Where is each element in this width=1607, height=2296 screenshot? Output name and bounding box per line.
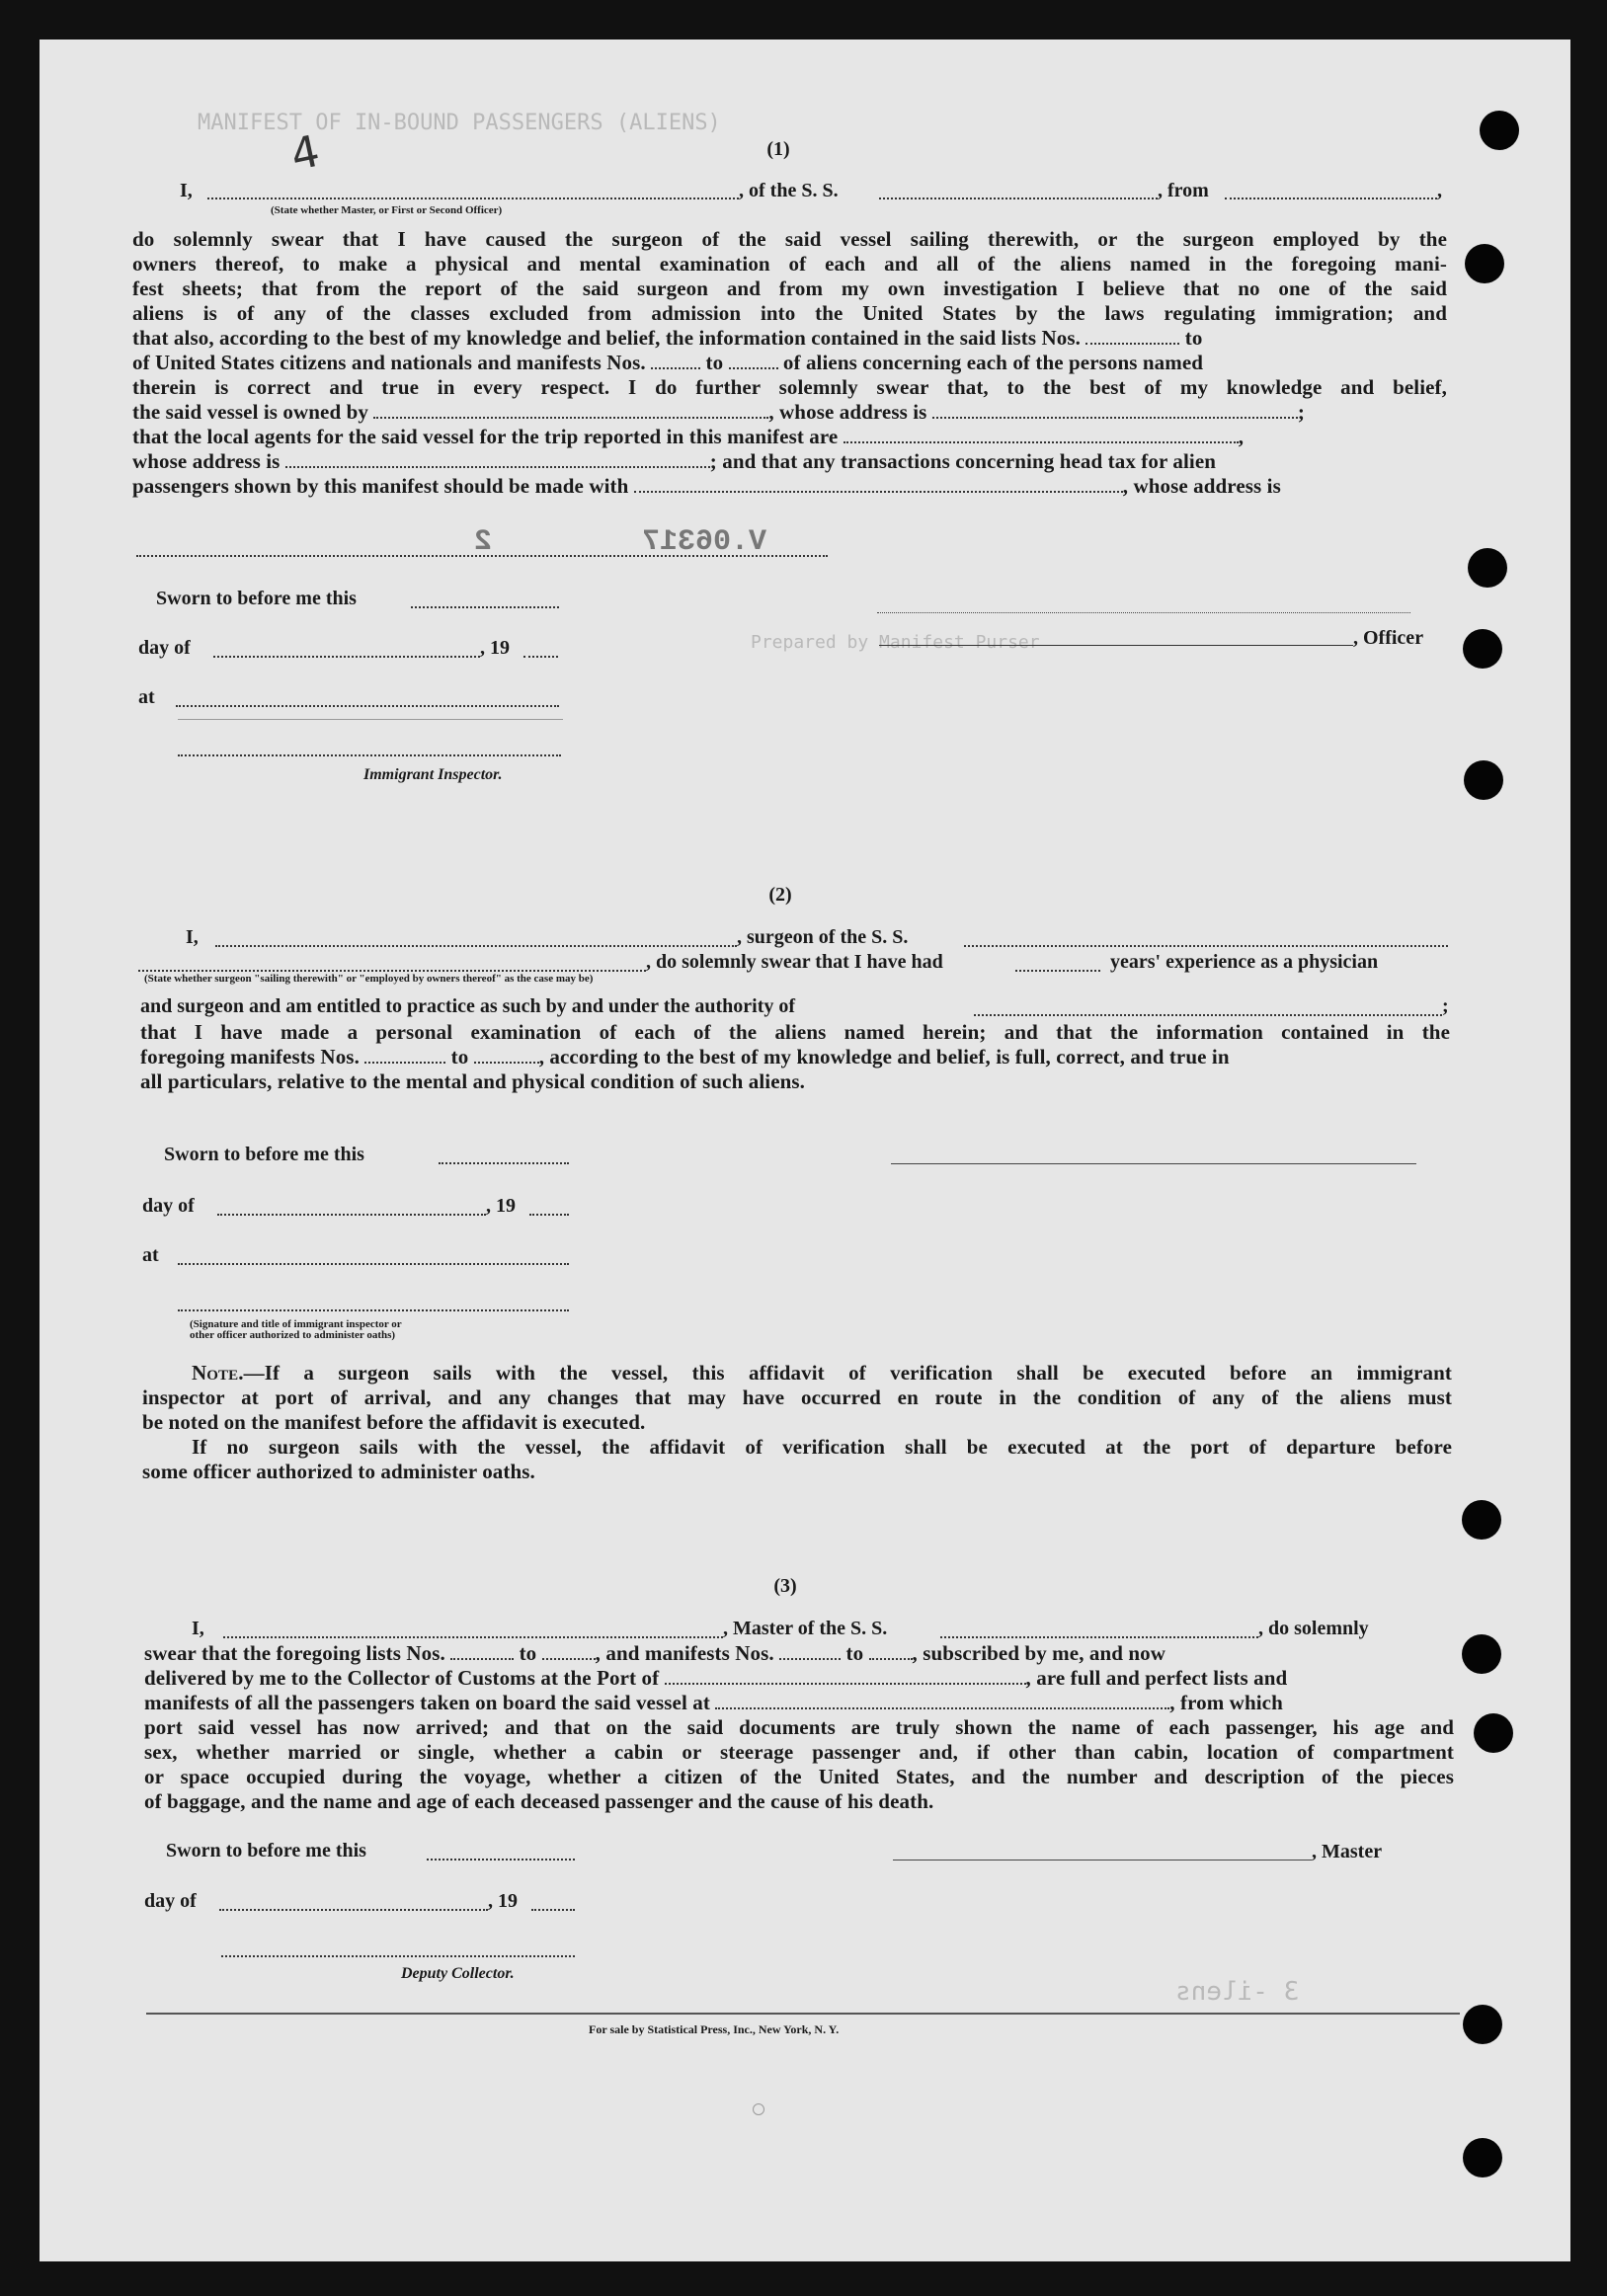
s2-vessel-field[interactable] [964, 945, 1448, 947]
s2-note-line: some officer authorized to administer oaths. [142, 1460, 535, 1483]
s1-at-field[interactable] [176, 705, 559, 707]
s1-para-line: of United States citizens and nationals and manifests Nos. [132, 351, 646, 374]
s2-day-field[interactable] [217, 1214, 486, 1216]
handwritten-mark: 4 [286, 125, 324, 182]
s3-collector-line[interactable] [221, 1955, 575, 1957]
s1-from-label: , from [1158, 180, 1209, 201]
s1-passengers-line [132, 474, 1447, 499]
s3-delivered-line [144, 1666, 1454, 1691]
s2-signature-line[interactable] [891, 1163, 1416, 1164]
s1-agents-line: that the local agents for the said vessel for the trip reported in this manifest are , [132, 425, 1245, 448]
s2-note-line: If no surgeon sails with the vessel, the affidavit of verification shall be executed at the port of departure before [192, 1435, 1452, 1459]
s1-sworn-label: Sworn to before me this [156, 588, 357, 609]
s1-inspector-label: Immigrant Inspector. [363, 766, 503, 783]
footer-printer: For sale by Statistical Press, Inc., New York, N. Y. [589, 2022, 840, 2036]
s3-to-label: to [845, 1641, 864, 1665]
s2-sworn-label: Sworn to before me this [164, 1144, 364, 1165]
s3-lists-from-field[interactable] [450, 1644, 514, 1660]
s1-caption: (State whether Master, or First or Second Officer) [271, 204, 503, 216]
s1-to-label: to [1184, 326, 1203, 350]
s2-year-field[interactable] [529, 1214, 569, 1216]
reverse-stamp-number: V.06317 [642, 525, 767, 559]
s3-master-of-label: , Master of the S. S. [723, 1618, 888, 1639]
bleed-through-purser: Prepared by Manifest Purser [751, 632, 1040, 653]
s2-sworn-field[interactable] [439, 1162, 569, 1164]
s3-manifests-all-label: manifests of all the passengers taken on board the said vessel at [144, 1691, 710, 1714]
s1-para-line: therein is correct and true in every respect. I do further solemnly swear that, to the best of my knowledge and belief, [132, 375, 1447, 399]
s1-manifests-to-field[interactable] [729, 354, 778, 369]
s1-day-field[interactable] [213, 656, 480, 658]
s2-solemnly-label: , do solemnly swear that I have had [646, 951, 943, 973]
s1-to-label: to [705, 351, 724, 374]
s1-whose-line [132, 449, 1447, 474]
s1-year-label: , 19 [480, 637, 510, 659]
s1-year-field[interactable] [523, 656, 558, 658]
s1-para-line-manifests [132, 351, 1447, 375]
s3-year-field[interactable] [531, 1909, 575, 1911]
footer-rule [146, 2013, 1460, 2015]
s1-officer-label: , Officer [1353, 627, 1424, 649]
s1-lists-from-field[interactable] [1085, 329, 1179, 345]
s3-manifests-to-field[interactable] [869, 1644, 913, 1660]
s1-faint-line [178, 719, 563, 720]
s2-years-field[interactable] [1015, 970, 1100, 972]
punch-hole [1474, 1713, 1513, 1753]
s2-manifests-to-field[interactable] [474, 1048, 539, 1064]
s1-sworn-field[interactable] [411, 606, 559, 608]
punch-hole [1463, 2005, 1502, 2044]
s2-day-label: day of [142, 1195, 195, 1217]
s2-i-label: I, [186, 926, 199, 948]
s2-note-line-1 [142, 1361, 1452, 1386]
s3-master-name-field[interactable] [223, 1636, 723, 1638]
s3-para-line: or space occupied during the voyage, whether a citizen of the United States, and the number and description of the pieces [144, 1765, 1454, 1788]
s3-para-line: of baggage, and the name and age of each deceased passenger and the cause of his death. [144, 1789, 934, 1813]
s1-signature-line[interactable] [877, 612, 1410, 613]
s3-manifests-all-line [144, 1691, 1454, 1715]
s2-year-label: , 19 [486, 1195, 516, 1217]
s1-whose-label: whose address is [132, 449, 281, 473]
s2-caption: (State whether surgeon "sailing therewith" or "employed by owners thereof" as the case may be) [144, 973, 594, 985]
s1-owner-field[interactable] [373, 403, 768, 419]
section-3-number: (3) [773, 1575, 797, 1597]
s2-to-label: to [450, 1045, 469, 1069]
s1-inspector-line[interactable] [178, 754, 561, 756]
section-1-number: (1) [766, 138, 790, 160]
punch-hole [1464, 760, 1503, 800]
bleed-through-heading: MANIFEST OF IN-BOUND PASSENGERS (ALIENS) [198, 111, 721, 135]
s2-note [142, 1361, 1452, 1484]
s2-signature-field[interactable] [178, 1309, 569, 1311]
s1-para-line: aliens is of any of the classes excluded from admission into the United States by the laws regulating immigration; and [132, 301, 1447, 325]
s1-agents-label: that the local agents for the said vessel for the trip reported in this manifest are [132, 425, 839, 448]
s2-sig-caption-1: (Signature and title of immigrant inspector or [190, 1318, 402, 1330]
s1-manifests-from-field[interactable] [651, 354, 700, 369]
s1-head-tax-label: ; and that any transactions concerning head tax for alien [709, 449, 1217, 473]
document-page: MANIFEST OF IN-BOUND PASSENGERS (ALIENS) Prepared by Manifest Purser 3 -ilens V.06317 2 (1) 4 I, , of the S. S. , from , (State whether Master, or First or Second Officer) do solemnly swear that I have caused the surgeon of the said vessel sailing therewith, or the surgeon employed by the owners thereof, to make a physical and mental examination of each and all of the aliens named in the foregoing mani- fest sheets; that from the report of the said surgeon and from my own investigation I believe that no one of the said aliens is of any of the classes excluded from admission into the United States by the laws regulating immigration; and that also, according to the best of my knowledge and belief, the information contained in the said lists Nos. to of United States citizens and nationals and manifests Nos. to of aliens concerning each of the persons named therein is correct and true in every respect. I do further solemnly swear that, to the best of my knowledge and belief, the said vessel is owned by , whose address is ; that the local agents for the said vessel for the trip reported in this manifest are , whose address is ; and that any transactions concerning head tax for alien passengers shown by this manifest should be made with , whose address is Sworn to before me this day of , 19 , Officer at Immigrant Inspector. (2) I, , surgeon of the S. S. , do solemnly swear that I have had years' experience as a physician (State whether surgeon "sailing therewith" or "employed by owners thereof" as the case may be) and surgeon and am entitled to practice as such by and under the authority of ; that I have made a personal examination of each of the aliens named herein; and that the information contained in the foregoing manifests Nos. to , according to the best of my knowledge and belief, is full, correct, and true in all particulars, relative to the mental and physical condition of such aliens. Sworn to before me this day of , 19 at (Signature and title of immigrant inspector or other officer authorized to administer oaths) Note.—If a surgeon sails with the vessel, this affidavit of verification shall be executed before an immigrant inspector at port of arrival, and any changes that may have occurred en route in the condition of any of the aliens must be noted on the manifest before the affidavit is executed. If no surgeon sails with the vessel, the affidavit of verification shall be executed at the port of departure before some officer authorized to administer oaths. (3) I, , Master of the S. S. , do solemnly swear that the foregoing lists Nos. to , and manifests Nos. to , subscribed by me, and now delivered by me to the Collector of Customs at the Port of , are full and perfect lists and manifests of all the passengers taken on board the said vessel at , from which port said vessel has now arrived; and that on the said documents are truly shown the name of each passenger, his age and sex, whether married or single, whether a cabin or steerage passenger and, if other than cabin, location of compartment or space occupied during the voyage, whether a citizen of the United States, and the number and description of the pieces of baggage, and the name and age of each deceased passenger and the cause of his death. Sworn to before me this , Master day of , 19 Deputy Collector. For sale by Statistical Press, Inc., New York, N. Y. [40, 40, 1570, 2261]
punch-hole [1462, 1634, 1501, 1674]
punch-hole [1462, 1500, 1501, 1540]
s2-at-field[interactable] [178, 1263, 569, 1265]
s1-from-field[interactable] [1225, 198, 1437, 199]
s1-agents-field[interactable] [844, 428, 1239, 443]
s3-day-field[interactable] [219, 1909, 488, 1911]
punch-hole [1480, 111, 1519, 150]
s1-para-line: that also, according to the best of my knowledge and belief, the information contained in the said lists Nos. [132, 326, 1082, 350]
s2-manifests-from-field[interactable] [364, 1048, 445, 1064]
s2-paragraph [140, 1020, 1450, 1094]
s3-master-label: , Master [1312, 1841, 1383, 1862]
s3-para-line: port said vessel has now arrived; and that on the said documents are truly shown the name of each passenger, his age and [144, 1715, 1454, 1739]
s2-manifests-line [140, 1045, 1450, 1069]
s2-sig-caption-2: other officer authorized to administer oaths) [190, 1329, 396, 1341]
s1-aliens-label: of aliens concerning each of the persons named [782, 351, 1204, 374]
punch-hole [1468, 548, 1507, 588]
s3-manifests-from-field[interactable] [779, 1644, 841, 1660]
s1-paragraph [132, 227, 1447, 499]
s2-according-label: , according to the best of my knowledge and belief, is full, correct, and true in [538, 1045, 1230, 1069]
s3-boarding-port-field[interactable] [715, 1694, 1169, 1709]
s1-passengers-label: passengers shown by this manifest should be made with [132, 474, 629, 498]
s3-sworn-field[interactable] [427, 1859, 575, 1861]
s3-year-label: , 19 [488, 1890, 518, 1912]
s1-owned-line: the said vessel is owned by , whose address is ; [132, 400, 1305, 424]
s2-surgeon-type-field[interactable] [138, 970, 646, 972]
s3-subscribed-label: , subscribed by me, and now [912, 1641, 1166, 1665]
s3-para-line: sex, whether married or single, whether a cabin or steerage passenger and, if other than cabin, location of compartment [144, 1740, 1454, 1764]
s3-delivered-label: delivered by me to the Collector of Customs at the Port of [144, 1666, 660, 1690]
s1-i-label: I, [180, 180, 193, 201]
s3-from-which-label: , from which [1169, 1691, 1283, 1714]
punch-hole [1463, 629, 1502, 669]
s3-manifests-label: , and manifests Nos. [595, 1641, 774, 1665]
s1-para-line: owners thereof, to make a physical and mental examination of each and all of the aliens named in the foregoing mani- [132, 252, 1447, 276]
s3-sworn-label: Sworn to before me this [166, 1840, 366, 1861]
s3-to-label: to [519, 1641, 537, 1665]
s1-para-line: do solemnly swear that I have caused the surgeon of the said vessel sailing therewith, or the surgeon employed by the [132, 227, 1447, 251]
s1-day-label: day of [138, 637, 191, 659]
reverse-stamp-page: 2 [474, 525, 493, 559]
s1-address-label: , whose address is [768, 400, 927, 424]
s3-lists-label: swear that the foregoing lists Nos. [144, 1641, 445, 1665]
s2-at-label: at [142, 1244, 159, 1266]
punch-hole [1463, 2138, 1502, 2177]
s3-collector-label: Deputy Collector. [401, 1965, 515, 1982]
s2-surgeon-of-label: , surgeon of the S. S. [737, 926, 909, 948]
s2-para-line: all particulars, relative to the mental and physical condition of such aliens. [140, 1069, 806, 1093]
s3-port-field[interactable] [665, 1669, 1026, 1685]
s1-head-tax-party-field[interactable] [634, 477, 1123, 493]
s3-lists-to-field[interactable] [542, 1644, 596, 1660]
s2-note-line: inspector at port of arrival, and any changes that may have occurred en route in the condition of any of the aliens must [142, 1386, 1452, 1409]
s2-authority-field[interactable] [974, 1014, 1442, 1016]
s2-note-line: be noted on the manifest before the affidavit is executed. [142, 1410, 646, 1434]
s2-note-text: —If a surgeon sails with the vessel, this affidavit of verification shall be executed before an immigrant [243, 1361, 1452, 1385]
s2-years-label: years' experience as a physician [1110, 951, 1379, 973]
s1-owned-label: the said vessel is owned by [132, 400, 368, 424]
s3-signature-line[interactable] [893, 1860, 1312, 1861]
section-2-number: (2) [768, 884, 792, 906]
s1-final-address-field[interactable] [136, 555, 828, 557]
s1-officer-name-field[interactable] [207, 198, 739, 199]
bleed-through-page: 3 -ilens [1175, 1977, 1300, 2007]
paper-mark [753, 2103, 764, 2115]
s3-lists-line [144, 1641, 1454, 1666]
s1-officer-line[interactable] [879, 645, 1353, 646]
s3-full-perfect-label: , are full and perfect lists and [1025, 1666, 1288, 1690]
s3-i-label: I, [192, 1618, 204, 1639]
s1-agents-address-field[interactable] [285, 452, 710, 468]
s3-day-label: day of [144, 1890, 197, 1912]
s2-manifests-label: foregoing manifests Nos. [140, 1045, 360, 1069]
s1-vessel-field[interactable] [879, 198, 1158, 199]
s1-para-line: fest sheets; that from the report of the said surgeon and from my own investigation I believe that no one of the said [132, 277, 1447, 300]
s1-owner-address-field[interactable] [932, 403, 1298, 419]
s1-of-ss-label: , of the S. S. [739, 180, 839, 201]
s2-authority-label: and surgeon and am entitled to practice as such by and under the authority of [140, 995, 796, 1017]
s2-surgeon-name-field[interactable] [215, 945, 737, 947]
s2-note-label: Note. [192, 1361, 244, 1385]
s1-address-end-label: , whose address is [1122, 474, 1281, 498]
s2-para-line: that I have made a personal examination of each of the aliens named herein; and that the information contained in the [140, 1020, 1450, 1044]
s1-at-label: at [138, 686, 155, 708]
s1-para-line-lists [132, 326, 1447, 351]
s3-do-solemnly-label: , do solemnly [1258, 1618, 1369, 1639]
punch-hole [1465, 244, 1504, 283]
s3-vessel-field[interactable] [940, 1636, 1258, 1638]
s3-paragraph [144, 1641, 1454, 1814]
